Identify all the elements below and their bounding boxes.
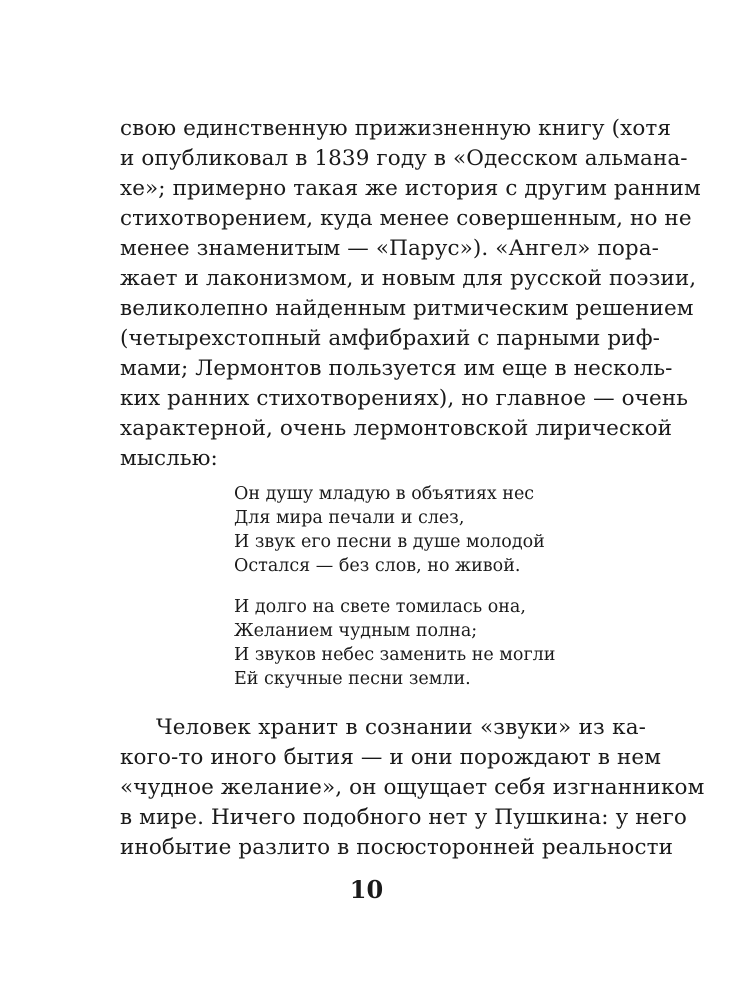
verse-line: Желанием чудным полна; — [234, 621, 478, 641]
text-line: кого-то иного бытия — и они порождают в нем — [120, 745, 662, 770]
paragraph-bottom — [120, 713, 705, 863]
verse-line: И звук его песни в душе молодой — [234, 532, 545, 552]
text-line: жает и лаконизмом, и новым для русской поэзии, — [120, 266, 697, 291]
text-line: инобытие разлито в посюсторонней реальности — [120, 835, 674, 860]
verse-line: И долго на свете томилась она, — [234, 597, 526, 617]
text-line: «чудное желание», он ощущает себя изгнанником — [120, 775, 705, 800]
verse-line: Для мира печали и слез, — [234, 508, 465, 528]
paragraph-top — [120, 114, 701, 474]
text-line: менее знаменитым — «Парус»). «Ангел» пора- — [120, 236, 660, 261]
text-line: в мире. Ничего подобного нет у Пушкина: у него — [120, 805, 687, 830]
text-line: и опубликовал в 1839 году в «Одесском альмана- — [120, 146, 688, 171]
text-line: ких ранних стихотворениях), но главное — очень — [120, 386, 689, 411]
text-line: мами; Лермонтов пользуется им еще в несколь- — [120, 356, 673, 381]
verse-line: Ей скучные песни земли. — [234, 669, 471, 689]
text-line: стихотворением, куда менее совершенным, но не — [120, 206, 692, 231]
verse-line: Он душу младую в объятиях нес — [234, 484, 535, 504]
text-line: Человек хранит в сознании «звуки» из ка- — [156, 715, 646, 740]
poem-stanza-1 — [234, 482, 634, 578]
text-line: хе»; примерно такая же история с другим ранним — [120, 176, 701, 201]
text-line: характерной, очень лермонтовской лирической — [120, 416, 673, 441]
page-number: 10 — [349, 875, 384, 904]
text-line: свою единственную прижизненную книгу (хотя — [120, 116, 672, 141]
text-line: великолепно найденным ритмическим решением — [120, 296, 694, 321]
verse-line: И звуков небес заменить не могли — [234, 645, 556, 665]
poem-stanza-2 — [234, 595, 634, 691]
text-line: мыслью: — [120, 446, 218, 471]
verse-line: Остался — без слов, но живой. — [234, 556, 521, 576]
text-line: (четырехстопный амфибрахий с парными риф- — [120, 326, 661, 351]
